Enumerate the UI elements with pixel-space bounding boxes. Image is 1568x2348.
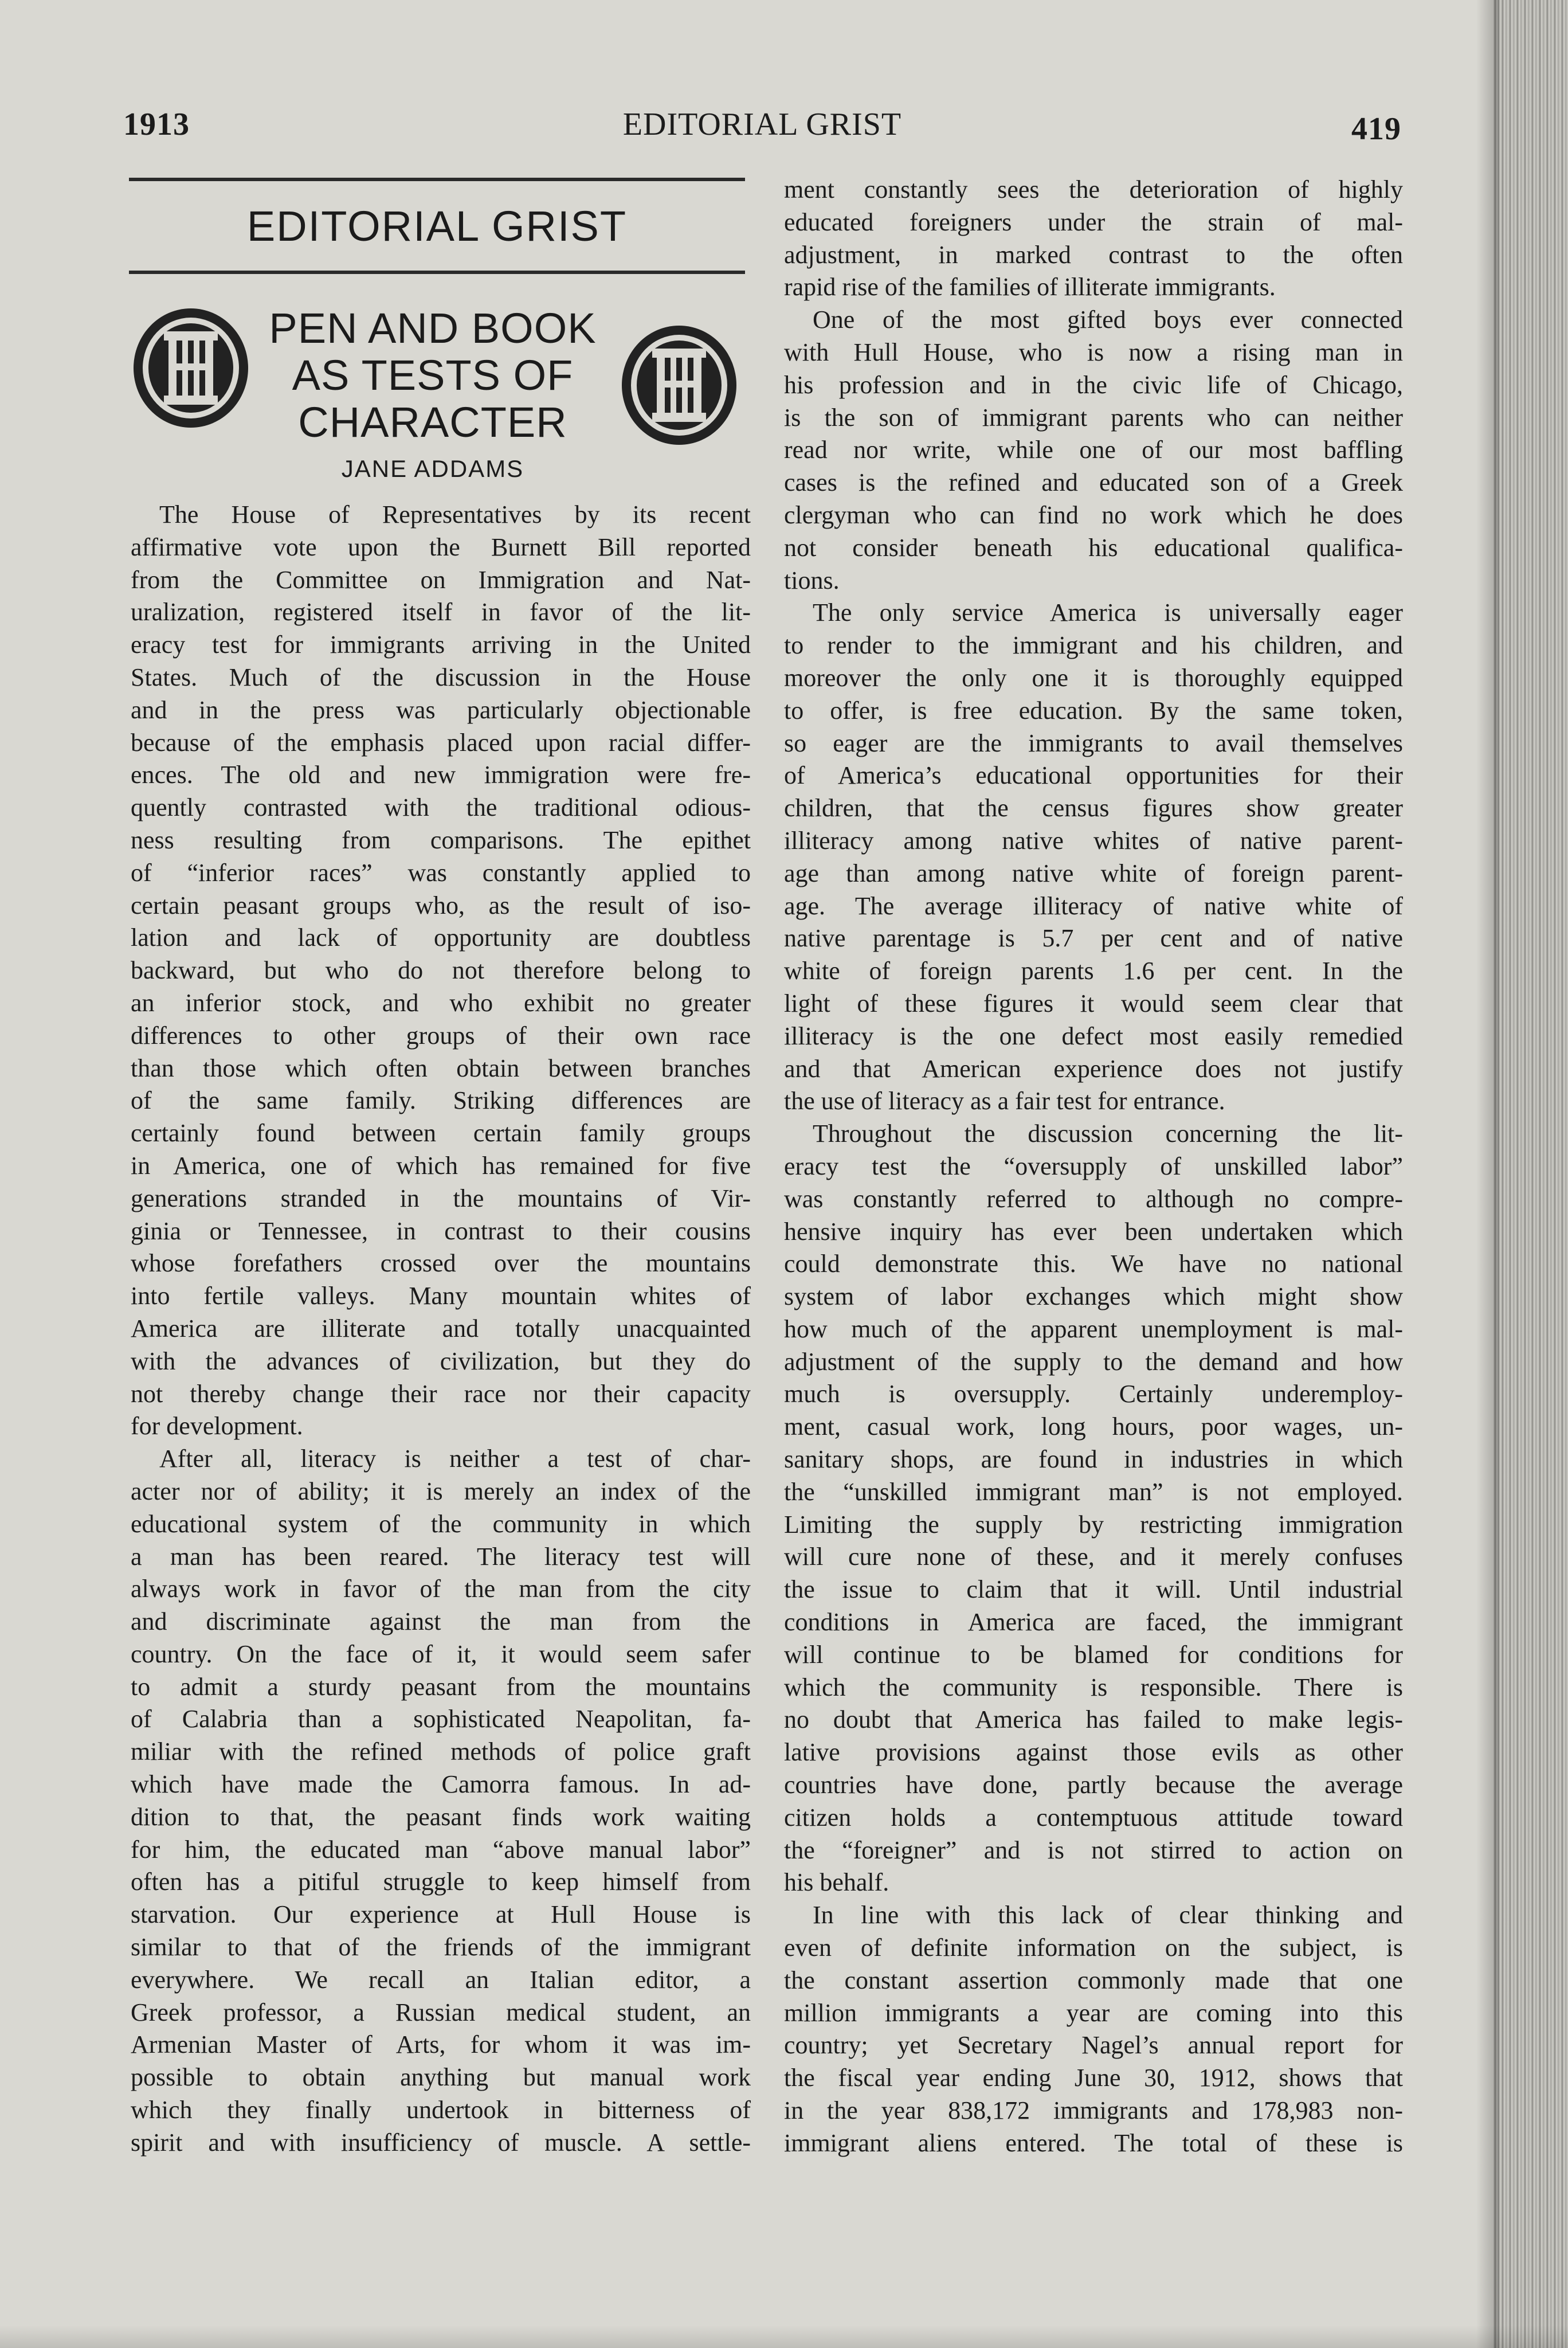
text-line: immigrant aliens entered. The total of these is — [784, 2128, 1403, 2157]
text-line: starvation. Our experience at Hull House is — [131, 1900, 751, 1929]
text-line: will cure none of these, and it merely confuses — [784, 1543, 1403, 1571]
text-line: affirmative vote upon the Burnett Bill reported — [131, 533, 751, 561]
text-line: of Calabria than a sophisticated Neapolitan, fa- — [131, 1705, 751, 1733]
page-number: 419 — [1351, 111, 1401, 147]
text-line: from the Committee on Immigration and Nat- — [131, 565, 751, 594]
text-line: dition to that, the peasant finds work waiting — [131, 1802, 751, 1831]
text-line: whose forefathers crossed over the mountains — [131, 1249, 751, 1278]
article-title — [258, 305, 607, 446]
text-line: Limiting the supply by restricting immigration — [784, 1510, 1403, 1539]
text-line: spirit and with insufficiency of muscle. A settle- — [131, 2128, 751, 2157]
running-head-year: 1913 — [123, 107, 190, 142]
text-line: and in the press was particularly objectionable — [131, 695, 751, 724]
text-line: his profession and in the civic life of Chicago, — [784, 370, 1403, 399]
text-line: eracy test the “oversupply of unskilled labor” — [784, 1152, 1403, 1180]
text-line: ment constantly sees the deterioration of highly — [784, 175, 1403, 204]
text-line: read nor write, while one of our most baffling — [784, 436, 1403, 464]
text-line: rapid rise of the families of illiterate immigrants. — [784, 273, 1276, 302]
text-line: native parentage is 5.7 per cent and of native — [784, 924, 1403, 953]
text-line: acter nor of ability; it is merely an index of the — [131, 1477, 751, 1505]
text-line: illiteracy among native whites of native parent- — [784, 826, 1403, 855]
text-line: Armenian Master of Arts, for whom it was im- — [131, 2030, 751, 2059]
text-line: white of foreign parents 1.6 per cent. In the — [784, 957, 1403, 985]
section-title: EDITORIAL GRIST — [246, 202, 628, 250]
text-line: could demonstrate this. We have no national — [784, 1250, 1403, 1278]
text-line: children, that the census figures show greater — [784, 794, 1403, 823]
text-line: into fertile valleys. Many mountain whites of — [131, 1282, 751, 1310]
text-line: million immigrants a year are coming into this — [784, 1998, 1403, 2027]
text-line: for development. — [131, 1412, 303, 1441]
text-line: the “foreigner” and is not stirred to action on — [784, 1836, 1403, 1864]
text-line: adjustment of the supply to the demand and how — [784, 1347, 1403, 1376]
text-line: hensive inquiry has ever been undertaken which — [784, 1217, 1403, 1246]
text-line: country; yet Secretary Nagel’s annual report for — [784, 2031, 1403, 2060]
text-line: similar to that of the friends of the immigrant — [131, 1933, 751, 1962]
text-line: adjustment, in marked contrast to the often — [784, 240, 1403, 269]
text-line: for him, the educated man “above manual labor” — [131, 1835, 751, 1864]
section-rule-bottom — [129, 271, 745, 274]
hull-house-emblem-icon — [619, 322, 739, 448]
text-line: than those which often obtain between branches — [131, 1054, 751, 1082]
right-text-column — [784, 174, 1403, 2160]
bottom-edge-shadow — [0, 2325, 1568, 2348]
text-line: the use of literacy as a fair test for entrance. — [784, 1087, 1225, 1116]
text-line: the issue to claim that it will. Until industrial — [784, 1575, 1403, 1604]
text-line: sanitary shops, are found in industries in which — [784, 1445, 1403, 1474]
text-line: age than among native white of foreign parent- — [784, 859, 1403, 887]
left-text-column — [131, 499, 751, 2159]
text-line: much is oversupply. Certainly underemploy- — [784, 1380, 1403, 1408]
text-line: to admit a sturdy peasant from the mountains — [131, 1672, 751, 1701]
text-line: possible to obtain anything but manual work — [131, 2063, 751, 2092]
text-line: countries have done, partly because the average — [784, 1771, 1403, 1799]
text-line: illiteracy is the one defect most easily remedied — [784, 1022, 1403, 1050]
text-line: ginia or Tennessee, in contrast to their cousins — [131, 1216, 751, 1245]
text-line: an inferior stock, and who exhibit no greater — [131, 988, 751, 1017]
text-line: because of the emphasis placed upon racial differ- — [131, 728, 751, 757]
text-line: which they finally undertook in bitterness of — [131, 2096, 751, 2124]
book-page-edges — [1493, 0, 1568, 2348]
text-line: Greek professor, a Russian medical student, an — [131, 1998, 751, 2026]
text-line: educational system of the community in which — [131, 1509, 751, 1538]
text-line: ment, casual work, long hours, poor wages, un- — [784, 1412, 1403, 1441]
text-line: not consider beneath his educational qualifica- — [784, 533, 1403, 562]
text-line: States. Much of the discussion in the House — [131, 663, 751, 691]
text-line: In line with this lack of clear thinking and — [813, 1901, 1403, 1930]
hull-house-emblem-icon — [131, 305, 251, 431]
text-line: The House of Representatives by its recent — [159, 500, 751, 529]
text-line: is the son of immigrant parents who can neither — [784, 403, 1403, 432]
text-line: how much of the apparent unemployment is mal- — [784, 1314, 1403, 1343]
text-line: light of these figures it would seem clear that — [784, 989, 1403, 1018]
text-line: One of the most gifted boys ever connected — [813, 306, 1403, 334]
running-head-title: EDITORIAL GRIST — [622, 107, 902, 142]
text-line: with the advances of civilization, but they do — [131, 1347, 751, 1375]
text-line: everywhere. We recall an Italian editor, a — [131, 1965, 751, 1994]
text-line: not thereby change their race nor their capacity — [131, 1379, 751, 1408]
text-line: miliar with the refined methods of police graft — [131, 1737, 751, 1766]
text-line: age. The average illiteracy of native white of — [784, 891, 1403, 920]
text-line: so eager are the immigrants to avail themselves — [784, 729, 1403, 757]
text-line: certain peasant groups who, as the result of iso- — [131, 891, 751, 919]
text-line: in America, one of which has remained for five — [131, 1151, 751, 1180]
text-line: which have made the Camorra famous. In ad- — [131, 1770, 751, 1799]
text-line: lative provisions against those evils as other — [784, 1738, 1403, 1767]
text-line: lation and lack of opportunity are doubtless — [131, 923, 751, 952]
running-head — [123, 104, 1401, 147]
text-line: ness resulting from comparisons. The epithet — [131, 825, 751, 854]
text-line: no doubt that America has failed to make legis- — [784, 1705, 1403, 1734]
text-line: certainly found between certain family groups — [131, 1119, 751, 1148]
text-line: eracy test for immigrants arriving in the United — [131, 631, 751, 659]
text-line: will continue to be blamed for conditions for — [784, 1640, 1403, 1669]
text-line: and discriminate against the man from the — [131, 1607, 751, 1636]
text-line: system of labor exchanges which might show — [784, 1282, 1403, 1311]
text-line: was constantly referred to although no compre- — [784, 1184, 1403, 1213]
text-line: always work in favor of the man from the city — [131, 1575, 751, 1603]
text-line: of America’s educational opportunities for their — [784, 761, 1403, 790]
text-line: tions. — [784, 566, 840, 594]
text-line: quently contrasted with the traditional odious- — [131, 793, 751, 822]
text-line: cases is the refined and educated son of a Greek — [784, 468, 1403, 497]
text-line: in the year 838,172 immigrants and 178,983 non- — [784, 2096, 1403, 2125]
text-line: of “inferior races” was constantly applied to — [131, 858, 751, 887]
text-line: backward, but who do not therefore belong to — [131, 956, 751, 985]
section-rule-top — [129, 178, 745, 181]
text-line: a man has been reared. The literacy test will — [131, 1542, 751, 1571]
text-line: uralization, registered itself in favor of the lit- — [131, 598, 751, 627]
article-title-line: PEN AND BOOK — [269, 304, 597, 352]
text-line: Throughout the discussion concerning the lit- — [813, 1120, 1403, 1148]
text-line: America are illiterate and totally unacquainted — [131, 1314, 751, 1343]
text-line: citizen holds a contemptuous attitude toward — [784, 1803, 1403, 1832]
text-line: his behalf. — [784, 1868, 889, 1897]
text-line: conditions in America are faced, the immigrant — [784, 1608, 1403, 1637]
gutter-shadow — [1476, 0, 1499, 2348]
text-line: the fiscal year ending June 30, 1912, shows that — [784, 2064, 1403, 2092]
text-line: moreover the only one it is thoroughly equipped — [784, 663, 1403, 692]
text-line: with Hull House, who is now a rising man in — [784, 338, 1403, 366]
text-line: to offer, is free education. By the same token, — [784, 696, 1403, 725]
text-line: the “unskilled immigrant man” is not employed. — [784, 1477, 1403, 1506]
text-line: even of definite information on the subject, is — [784, 1934, 1403, 1962]
article-author: JANE ADDAMS — [341, 455, 524, 482]
article-title-line: AS TESTS OF — [292, 351, 574, 399]
text-line: which the community is responsible. There is — [784, 1673, 1403, 1701]
text-line: differences to other groups of their own race — [131, 1021, 751, 1050]
article-title-line: CHARACTER — [298, 398, 567, 446]
text-line: clergyman who can find no work which he does — [784, 500, 1403, 529]
text-line: educated foreigners under the strain of mal- — [784, 208, 1403, 236]
text-line: the constant assertion commonly made that one — [784, 1966, 1403, 1994]
text-line: The only service America is universally eager — [813, 598, 1403, 627]
text-line: of the same family. Striking differences are — [131, 1086, 751, 1115]
text-line: to render to the immigrant and his children, and — [784, 631, 1403, 660]
text-line: often has a pitiful struggle to keep himself from — [131, 1868, 751, 1896]
text-line: generations stranded in the mountains of Vir- — [131, 1184, 751, 1212]
text-line: ences. The old and new immigration were fre- — [131, 761, 751, 789]
text-line: After all, literacy is neither a test of char- — [159, 1445, 751, 1473]
text-line: and that American experience does not justify — [784, 1054, 1403, 1083]
text-line: country. On the face of it, it would seem safer — [131, 1639, 751, 1668]
